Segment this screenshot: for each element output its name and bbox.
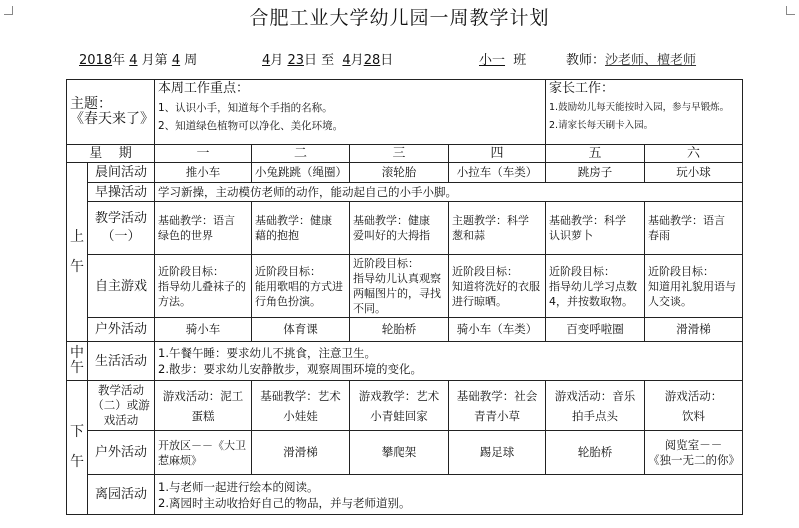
row-label: 教学活动 （一）: [88, 202, 155, 255]
end-day-suffix: 日: [380, 53, 394, 68]
start-day: 23: [287, 53, 304, 68]
activity-cell: 滑滑梯: [252, 431, 350, 475]
focus-item: 1、认识小手，知道每个手指的名称。: [158, 102, 333, 114]
focus-cell: [155, 80, 546, 145]
document-title: 合肥工业大学幼儿园一周教学计划: [249, 7, 550, 29]
lesson-cell: 主题教学：科学 葱和蒜: [449, 202, 546, 255]
lesson-cell: 游戏活动：泥工 蛋糕: [155, 381, 252, 431]
end-month: 4: [342, 53, 351, 68]
life-item: 2.散步：要求幼儿安静散步，观察周围环境的变化。: [158, 362, 422, 376]
activity-cell: 小拉车（车类）: [449, 163, 546, 183]
row-label: 早操活动: [88, 183, 155, 202]
lesson-cell: 游戏教学：艺术 小青蛙回家: [350, 381, 449, 431]
day-header: 二: [252, 145, 350, 163]
topic-cell: [67, 80, 155, 145]
start-month-suffix: 月: [270, 53, 284, 68]
goal-cell: 近阶段目标： 指导幼儿叠袜子的方法。: [155, 255, 252, 318]
year-value: 2018: [79, 53, 113, 68]
leave-item: 2.离园时主动收拾好自己的物品，并与老师道别。: [158, 495, 411, 510]
weekly-plan-table: [66, 79, 743, 515]
goal-cell: 近阶段目标： 知道将洗好的衣服进行晾晒。: [449, 255, 546, 318]
month-suffix: 月第: [141, 53, 168, 68]
home-item: 1.鼓励幼儿每天能按时入园，参与早锻炼。: [549, 102, 730, 113]
day-header: 一: [155, 145, 252, 163]
day-header: 五: [546, 145, 645, 163]
goal-cell: 近阶段目标： 知道用礼貌用语与人交谈。: [645, 255, 743, 318]
end-month-suffix: 月: [350, 53, 364, 68]
activity-cell: 百变呼啦圈: [546, 318, 645, 342]
row-label: 晨间活动: [88, 163, 155, 183]
lesson-cell: 游戏活动： 饮料: [645, 381, 743, 431]
activity-cell: 阅览室－－ 《独一无二的你》: [645, 431, 743, 475]
focus-item: 2、知道绿色植物可以净化、美化环境。: [158, 120, 344, 132]
teacher-label: 教师：: [566, 53, 606, 68]
lesson-cell: 基础教学：艺术 小娃娃: [252, 381, 350, 431]
section-afternoon: 下 午: [67, 381, 88, 515]
home-title: 家长工作：: [549, 81, 615, 96]
life-item: 1.午餐午睡：要求幼儿不挑食，注意卫生。: [158, 346, 376, 360]
topic-label: 主题：: [70, 96, 112, 112]
activity-cell: 玩小球: [645, 163, 743, 183]
activity-cell: 推小车: [155, 163, 252, 183]
topic-name: 《春天来了》: [70, 111, 154, 127]
home-item: 2.请家长每天刷卡入园。: [549, 120, 654, 131]
teacher-names: 沙老师、檀老师: [605, 53, 697, 68]
focus-title: 本周工作重点：: [158, 81, 250, 96]
end-day: 28: [363, 53, 381, 68]
lesson-cell: 游戏活动：音乐 拍手点头: [546, 381, 645, 431]
exercise-cell: 学习新操，主动模仿老师的动作，能动起自己的小手小脚。: [155, 183, 743, 202]
lesson-cell: 基础教学：语言 绿色的世界: [155, 202, 252, 255]
row-label: 户外活动: [88, 431, 155, 475]
activity-cell: 骑小车（车类）: [449, 318, 546, 342]
class-name: 小一: [479, 53, 506, 68]
activity-cell: 滑滑梯: [645, 318, 743, 342]
row-label: 教学活动 （二）或游 戏活动: [88, 381, 155, 431]
lesson-cell: 基础教学：社会 青青小草: [449, 381, 546, 431]
start-month: 4: [262, 53, 271, 68]
activity-cell: 滚轮胎: [350, 163, 449, 183]
activity-cell: 轮胎桥: [546, 431, 645, 475]
section-noon: 中 午: [67, 342, 88, 381]
section-morning: 上 午: [67, 163, 88, 342]
teacher-line: [566, 49, 696, 68]
row-label: 户外活动: [88, 318, 155, 342]
row-label: 离园活动: [88, 475, 155, 515]
lesson-cell: 基础教学：科学 认识萝卜: [546, 202, 645, 255]
class-line: [479, 49, 526, 68]
activity-cell: 踢足球: [449, 431, 546, 475]
leave-item: 1.与老师一起进行绘本的阅读。: [158, 479, 319, 494]
row-label: 生活活动: [88, 342, 155, 381]
activity-cell: 开放区－－《大卫 惹麻烦》: [155, 431, 252, 475]
activity-cell: 小兔跳跳（绳圈）: [252, 163, 350, 183]
start-day-suffix: 日 至: [303, 53, 335, 68]
day-header: 四: [449, 145, 546, 163]
week-suffix: 周: [184, 53, 198, 68]
activity-cell: 攀爬架: [350, 431, 449, 475]
activity-cell: 体育课: [252, 318, 350, 342]
row-label: 自主游戏: [88, 255, 155, 318]
goal-cell: 近阶段目标： 指导幼儿认真观察两幅图片的，寻找不同。: [350, 255, 449, 318]
day-header: 三: [350, 145, 449, 163]
class-suffix: 班: [513, 53, 527, 68]
activity-cell: 骑小车: [155, 318, 252, 342]
home-cell: [546, 80, 743, 145]
date-range: [262, 49, 393, 68]
goal-cell: 近阶段目标： 能用歌唱的方式进行角色扮演。: [252, 255, 350, 318]
lesson-cell: 基础教学：健康 爱叫好的大拇指: [350, 202, 449, 255]
lesson-cell: 基础教学：健康 藉的抱抱: [252, 202, 350, 255]
week-value: 4: [171, 53, 181, 68]
day-header: 六: [645, 145, 743, 163]
leave-cell: [155, 475, 743, 515]
goal-cell: 近阶段目标： 指导幼儿学习点数4，并按数取物。: [546, 255, 645, 318]
month-value: 4: [129, 53, 138, 68]
weekday-header-label: 星 期: [67, 145, 155, 163]
life-cell: [155, 342, 743, 381]
activity-cell: 跳房子: [546, 163, 645, 183]
activity-cell: 轮胎桥: [350, 318, 449, 342]
date-line: [79, 49, 197, 68]
lesson-cell: 基础教学：语言 春雨: [645, 202, 743, 255]
year-suffix: 年: [112, 53, 126, 68]
